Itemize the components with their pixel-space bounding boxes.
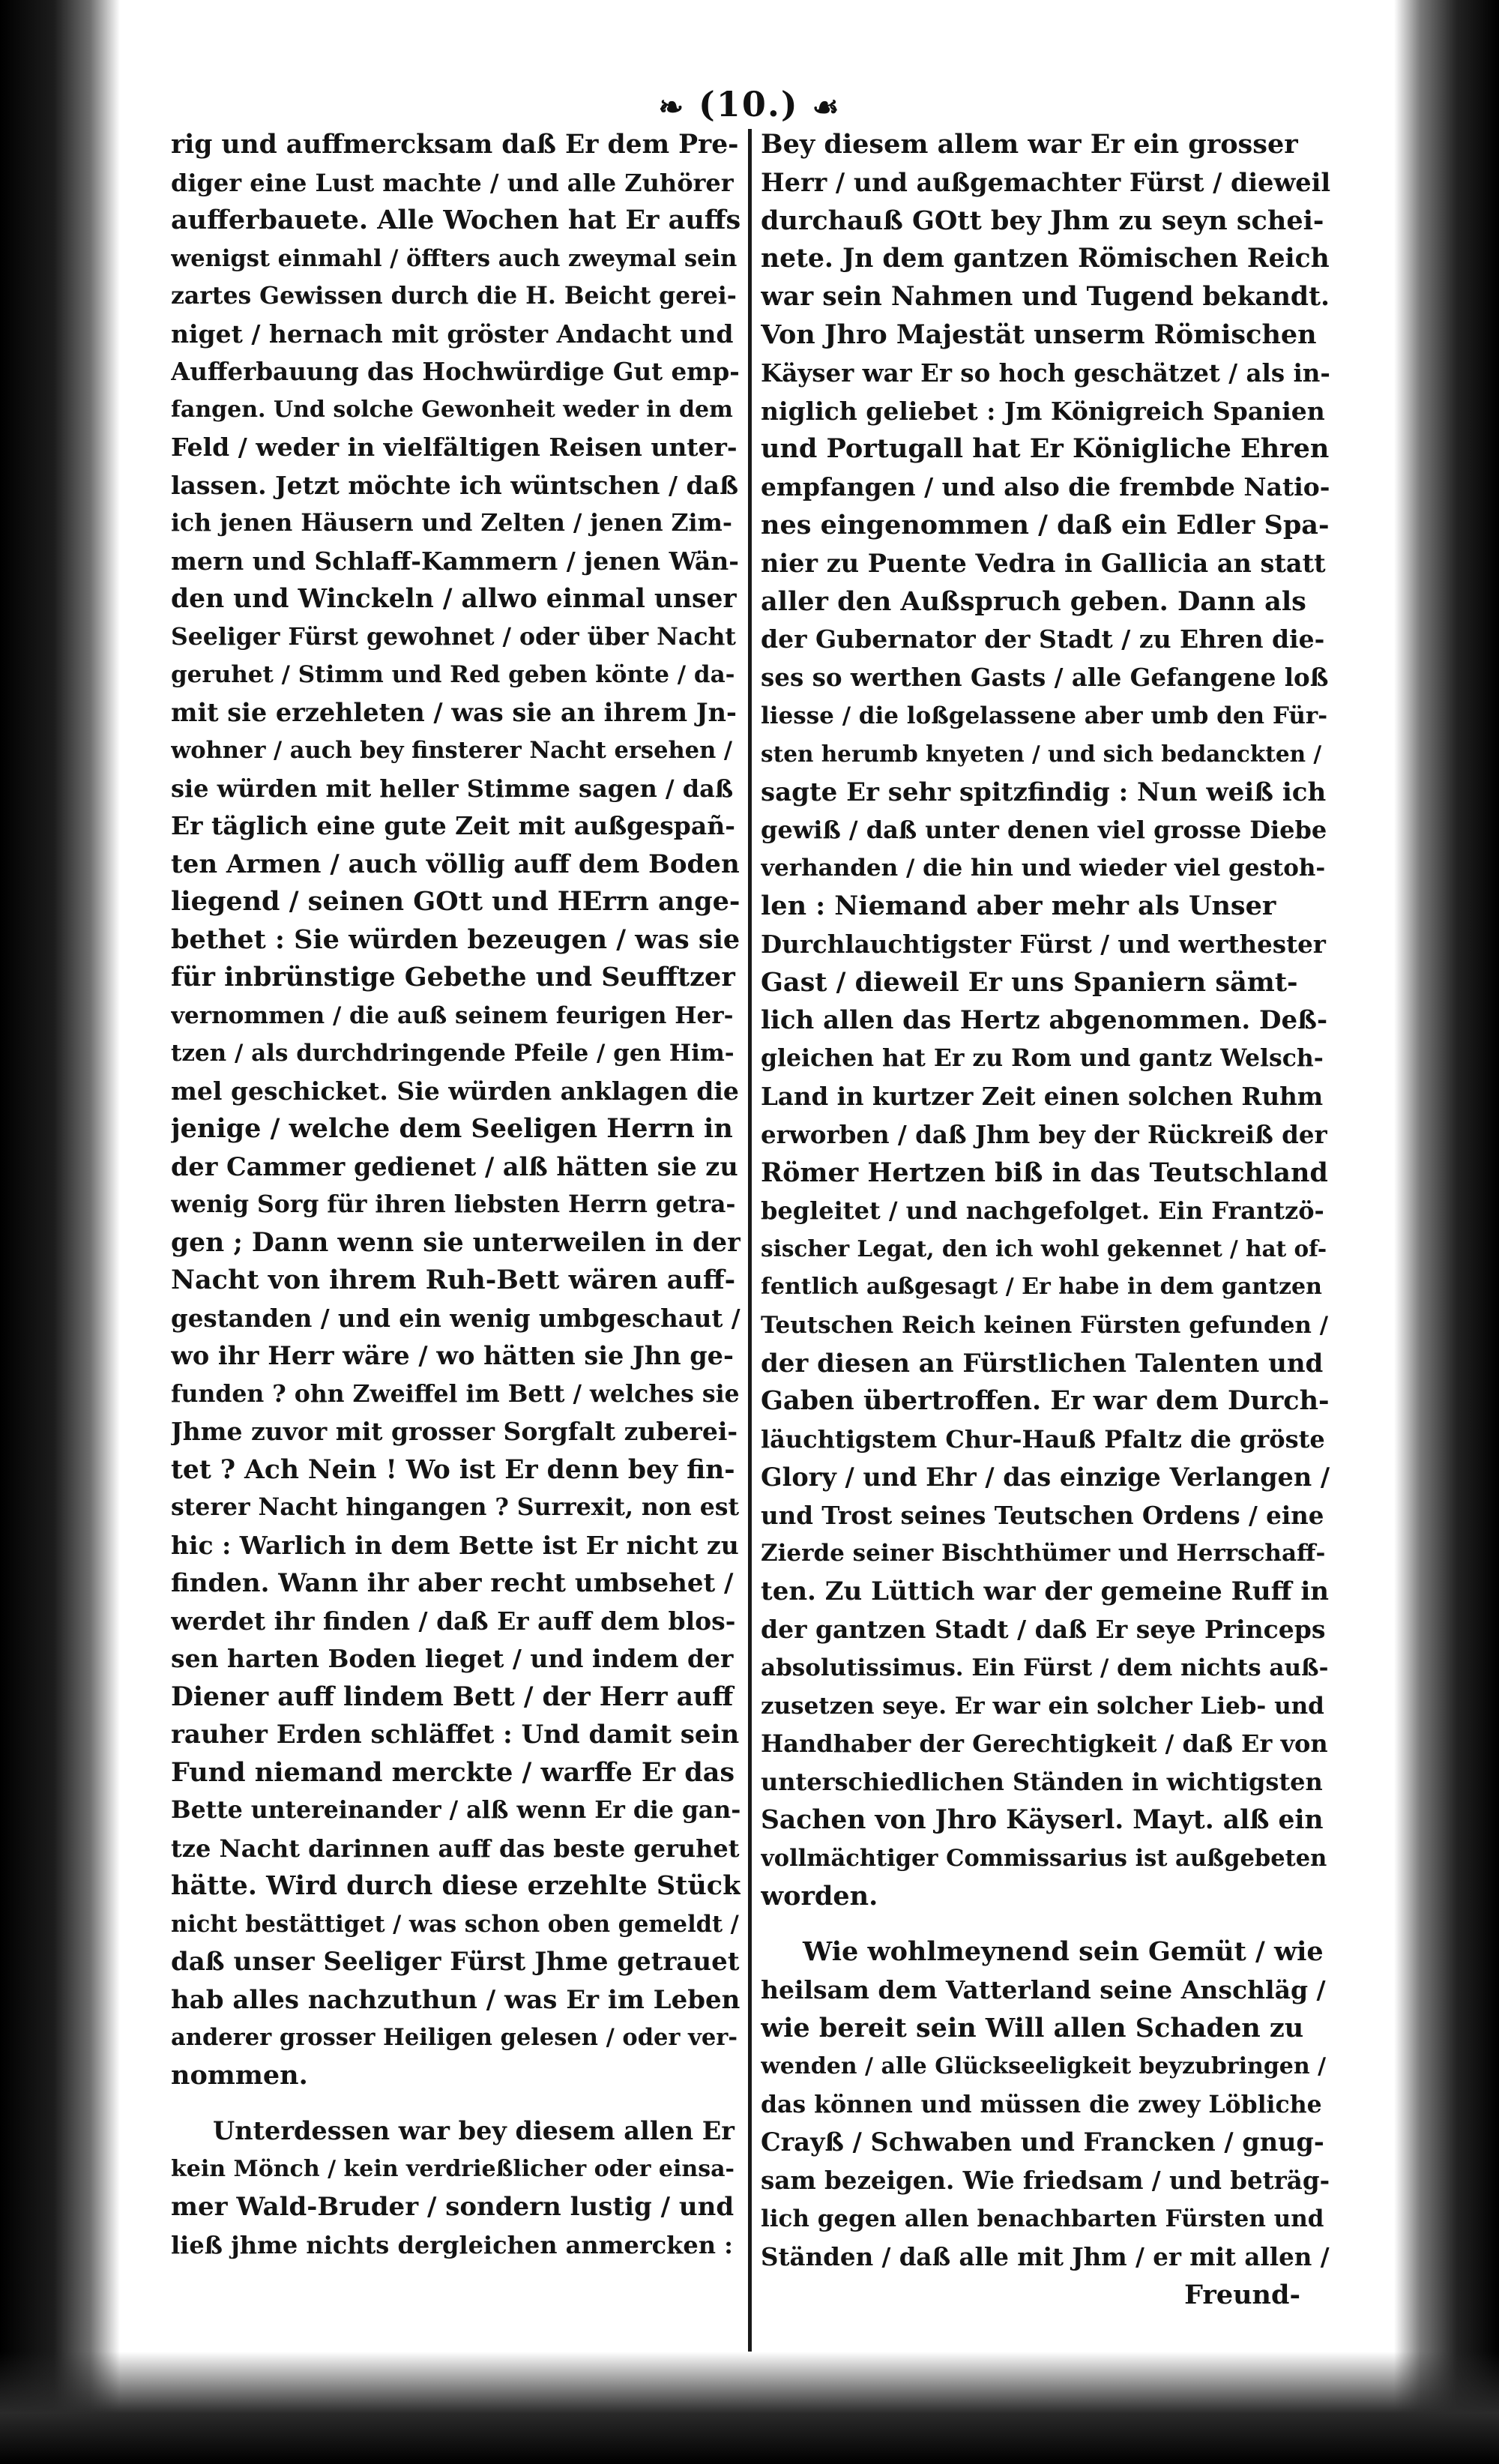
page-shadow-bottom: [0, 2352, 1499, 2464]
text-line: jenige / welche dem Seeligen Herrn in: [171, 1113, 733, 1144]
text-line: gleichen hat Er zu Rom und gantz Welsch-: [761, 1044, 1324, 1073]
page-header: [0, 84, 1499, 125]
page-shadow-right: [1394, 0, 1499, 2464]
text-line: aller den Außspruch geben. Dann als: [761, 585, 1306, 617]
text-line: Diener auff lindem Bett / der Herr auff: [171, 1681, 734, 1712]
text-line: Käyser war Er so hoch geschätzet / als in-: [761, 358, 1330, 388]
text-line: fangen. Und solche Gewonheit weder in dem: [171, 396, 733, 423]
text-line: und Trost seines Teutschen Ordens / eine: [761, 1500, 1324, 1530]
text-line: mit sie erzehleten / was sie an ihrem Jn-: [171, 697, 737, 727]
text-line: Nacht von ihrem Ruh-Bett wären auff-: [171, 1265, 736, 1295]
text-line: finden. Wann ihr aber recht umbsehet /: [171, 1568, 734, 1598]
text-line: niget / hernach mit gröster Andacht und: [171, 319, 734, 349]
right-column: [761, 126, 1330, 2314]
text-line: wenden / alle Glückseeligkeit beyzubringen /: [761, 2052, 1327, 2079]
left-column: [171, 126, 741, 2264]
text-line: Wie wohlmeynend sein Gemüt / wie: [803, 1936, 1324, 1968]
text-line: Crayß / Schwaben und Francken / gnug-: [761, 2127, 1324, 2157]
text-line: war sein Nahmen und Tugend bekandt.: [761, 282, 1330, 313]
text-line: nicht bestättiget / was schon oben gemeldt /: [171, 1910, 739, 1938]
text-line: Seeliger Fürst gewohnet / oder über Nacht: [171, 622, 736, 651]
text-line: rig und auffmercksam daß Er dem Pre-: [171, 130, 739, 160]
text-line: der gantzen Stadt / daß Er seye Princeps: [761, 1615, 1326, 1645]
text-line: sten herumb knyeten / und sich bedanckten /: [761, 740, 1322, 767]
text-line: diger eine Lust machte / und alle Zuhörer: [171, 168, 734, 197]
text-line: heilsam dem Vatterland seine Anschläg /: [761, 1975, 1326, 2005]
text-line: wenig Sorg für ihren liebsten Herrn getra-: [171, 1190, 736, 1218]
text-line: Gast / dieweil Er uns Spaniern sämt-: [761, 966, 1298, 998]
text-line: erworben / daß Jhm bey der Rückreiß der: [761, 1119, 1327, 1149]
text-line: Jhme zuvor mit grosser Sorgfalt zuberei-: [171, 1417, 738, 1446]
text-line: nommen.: [171, 2059, 308, 2091]
text-line: zartes Gewissen durch die H. Beicht gerei-: [171, 282, 737, 310]
text-line: sterer Nacht hingangen ? Surrexit, non est: [171, 1493, 740, 1521]
text-line: Er täglich eine gute Zeit mit außgespañ-: [171, 811, 735, 840]
text-line: lich allen das Hertz abgenommen. Deß-: [761, 1005, 1328, 1036]
column-divider: [748, 129, 752, 2352]
text-line: Glory / und Ehr / das einzige Verlangen /: [761, 1462, 1330, 1492]
text-line: zusetzen seye. Er war ein solcher Lieb- und: [761, 1692, 1324, 1720]
text-line: nete. Jn dem gantzen Römischen Reich: [761, 244, 1330, 274]
text-line: geruhet / Stimm und Red geben könte / da-: [171, 661, 735, 688]
text-line: liesse / die loßgelassene aber umb den Für-: [761, 702, 1328, 729]
text-line: anderer grosser Heiligen gelesen / oder ver-: [171, 2024, 738, 2051]
ornament-right-icon: ☙: [812, 89, 841, 125]
text-line: den und Winckeln / allwo einmal unser: [171, 584, 737, 614]
text-line: für inbrünstige Gebethe und Seufftzer: [171, 962, 735, 992]
text-line: wenigst einmahl / öffters auch zweymal sein: [171, 244, 738, 272]
text-line: begleitet / und nachgefolget. Ein Frantzö-: [761, 1196, 1324, 1226]
text-line: läuchtigstem Chur-Hauß Pfaltz die gröste: [761, 1425, 1325, 1454]
text-line: Sachen von Jhro Käyserl. Mayt. alß ein: [761, 1805, 1324, 1836]
text-line: Herr / und außgemachter Fürst / dieweil: [761, 167, 1330, 197]
text-line: wo ihr Herr wäre / wo hätten sie Jhn ge-: [171, 1341, 734, 1370]
text-line: sagte Er sehr spitzfindig : Nun weiß ich: [761, 777, 1327, 807]
text-line: Zierde seiner Bischthümer und Herrschaff-: [761, 1540, 1326, 1567]
text-line: nes eingenommen / daß ein Edler Spa-: [761, 509, 1330, 540]
text-line: und Portugall hat Er Königliche Ehren: [761, 433, 1330, 465]
text-line: nier zu Puente Vedra in Gallicia an statt: [761, 548, 1326, 578]
text-line: durchauß GOtt bey Jhm zu seyn schei-: [761, 205, 1324, 236]
text-line: mern und Schlaff-Kammern / jenen Wän-: [171, 546, 739, 576]
text-line: unterschiedlichen Ständen in wichtigsten: [761, 1768, 1323, 1797]
text-line: Bey diesem allem war Er ein grosser: [761, 129, 1298, 160]
text-line: Durchlauchtigster Fürst / und werthester: [761, 929, 1326, 959]
page-number: (10.): [699, 84, 799, 124]
text-line: wohner / auch bey finsterer Nacht ersehen /: [171, 737, 733, 764]
paragraph-gap: [171, 2094, 741, 2112]
text-line: mer Wald-Bruder / sondern lustig / und: [171, 2192, 735, 2222]
text-line: sie würden mit heller Stimme sagen / daß: [171, 774, 734, 803]
text-line: verhanden / die hin und wieder viel gestoh-: [761, 855, 1326, 882]
text-line: hab alles nachzuthun / was Er im Leben: [171, 1984, 741, 2015]
text-line: tet ? Ach Nein ! Wo ist Er denn bey fin-: [171, 1454, 735, 1485]
text-line: empfangen / und also die frembde Natio-: [761, 472, 1330, 502]
text-line: lassen. Jetzt möchte ich wüntschen / daß: [171, 470, 739, 500]
text-line: ten. Zu Lüttich war der gemeine Ruff in: [761, 1576, 1329, 1607]
text-line: daß unser Seeliger Fürst Jhme getrauet: [171, 1947, 740, 1977]
text-line: ten Armen / auch völlig auff dem Boden: [171, 849, 740, 879]
text-line: gen ; Dann wenn sie unterweilen in der: [171, 1227, 741, 1258]
text-line: tzen / als durchdringende Pfeile / gen Him-: [171, 1040, 735, 1067]
text-line: Aufferbauung das Hochwürdige Gut emp-: [171, 357, 740, 386]
text-line: wie bereit sein Will allen Schaden zu: [761, 2013, 1304, 2044]
text-line: absolutissimus. Ein Fürst / dem nichts auß-: [761, 1654, 1329, 1681]
text-line: werdet ihr finden / daß Er auff dem blos-: [171, 1606, 736, 1636]
text-line: der diesen an Fürstlichen Talenten und: [761, 1348, 1324, 1379]
text-line: Unterdessen war bey diesem allen Er: [213, 2116, 735, 2145]
text-line: der Gubernator der Stadt / zu Ehren die-: [761, 624, 1325, 654]
text-line: Gaben übertroffen. Er war dem Durch-: [761, 1385, 1330, 1417]
text-line: sen harten Boden lieget / und indem der: [171, 1644, 734, 1673]
text-line: hic : Warlich in dem Bette ist Er nicht zu: [171, 1530, 739, 1560]
text-line: len : Niemand aber mehr als Unser: [761, 890, 1276, 921]
text-line: vollmächtiger Commissarius ist außgebeten: [761, 1844, 1327, 1872]
text-line: hätte. Wird durch diese erzehlte Stück: [171, 1870, 741, 1901]
text-line: lich gegen allen benachbarten Fürsten und: [761, 2205, 1324, 2233]
text-line: Von Jhro Majestät unserm Römischen: [761, 319, 1317, 350]
text-line: Fund niemand merckte / warffe Er das: [171, 1756, 735, 1788]
text-line: kein Mönch / kein verdrießlicher oder einsa-: [171, 2155, 735, 2182]
ornament-left-icon: ❧: [658, 89, 686, 125]
text-line: niglich geliebet : Jm Königreich Spanien: [761, 396, 1325, 426]
text-line: fentlich außgesagt / Er habe in dem gantzen: [761, 1273, 1322, 1300]
text-line: Freund-: [1184, 2279, 1300, 2310]
text-line: ich jenen Häusern und Zelten / jenen Zim-: [171, 509, 732, 537]
text-line: rauher Erden schläffet : Und damit sein: [171, 1720, 740, 1750]
text-line: Feld / weder in vielfältigen Reisen unter-: [171, 433, 738, 462]
text-line: aufferbauete. Alle Wochen hat Er auffs: [171, 205, 741, 235]
text-line: funden ? ohn Zweiffel im Bett / welches sie: [171, 1379, 740, 1408]
text-line: bethet : Sie würden bezeugen / was sie: [171, 924, 741, 955]
text-line: gestanden / und ein wenig umbgeschaut /: [171, 1303, 741, 1333]
text-line: der Cammer gedienet / alß hätten sie zu: [171, 1151, 738, 1181]
text-line: liegend / seinen GOtt und HErrn ange-: [171, 886, 741, 917]
text-line: Handhaber der Gerechtigkeit / daß Er von: [761, 1729, 1328, 1759]
page-shadow-left: [0, 0, 120, 2464]
text-line: Römer Hertzen biß in das Teutschland: [761, 1157, 1328, 1188]
text-line: sam bezeigen. Wie friedsam / und beträg-: [761, 2166, 1330, 2196]
text-line: mel geschicket. Sie würden anklagen die: [171, 1076, 739, 1106]
paragraph-gap: [761, 1915, 1330, 1933]
text-line: vernommen / die auß seinem feurigen Her-: [171, 1001, 734, 1029]
text-line: Bette untereinander / alß wenn Er die gan-: [171, 1796, 741, 1824]
text-line: Teutschen Reich keinen Fürsten gefunden /: [761, 1311, 1329, 1339]
text-line: ließ jhme nichts dergleichen anmercken :: [171, 2230, 733, 2259]
text-line: gewiß / daß unter denen viel grosse Diebe: [761, 816, 1327, 845]
text-line: Ständen / daß alle mit Jhm / er mit allen /: [761, 2241, 1330, 2271]
text-line: sischer Legat, den ich wohl gekennet / hat of-: [761, 1235, 1327, 1262]
text-line: worden.: [761, 1880, 878, 1912]
text-line: Land in kurtzer Zeit einen solchen Ruhm: [761, 1081, 1324, 1111]
text-line: das können und müssen die zwey Löbliche: [761, 2090, 1322, 2118]
text-line: tze Nacht darinnen auff das beste geruhet: [171, 1834, 740, 1863]
text-line: ses so werthen Gasts / alle Gefangene loß: [761, 663, 1329, 693]
